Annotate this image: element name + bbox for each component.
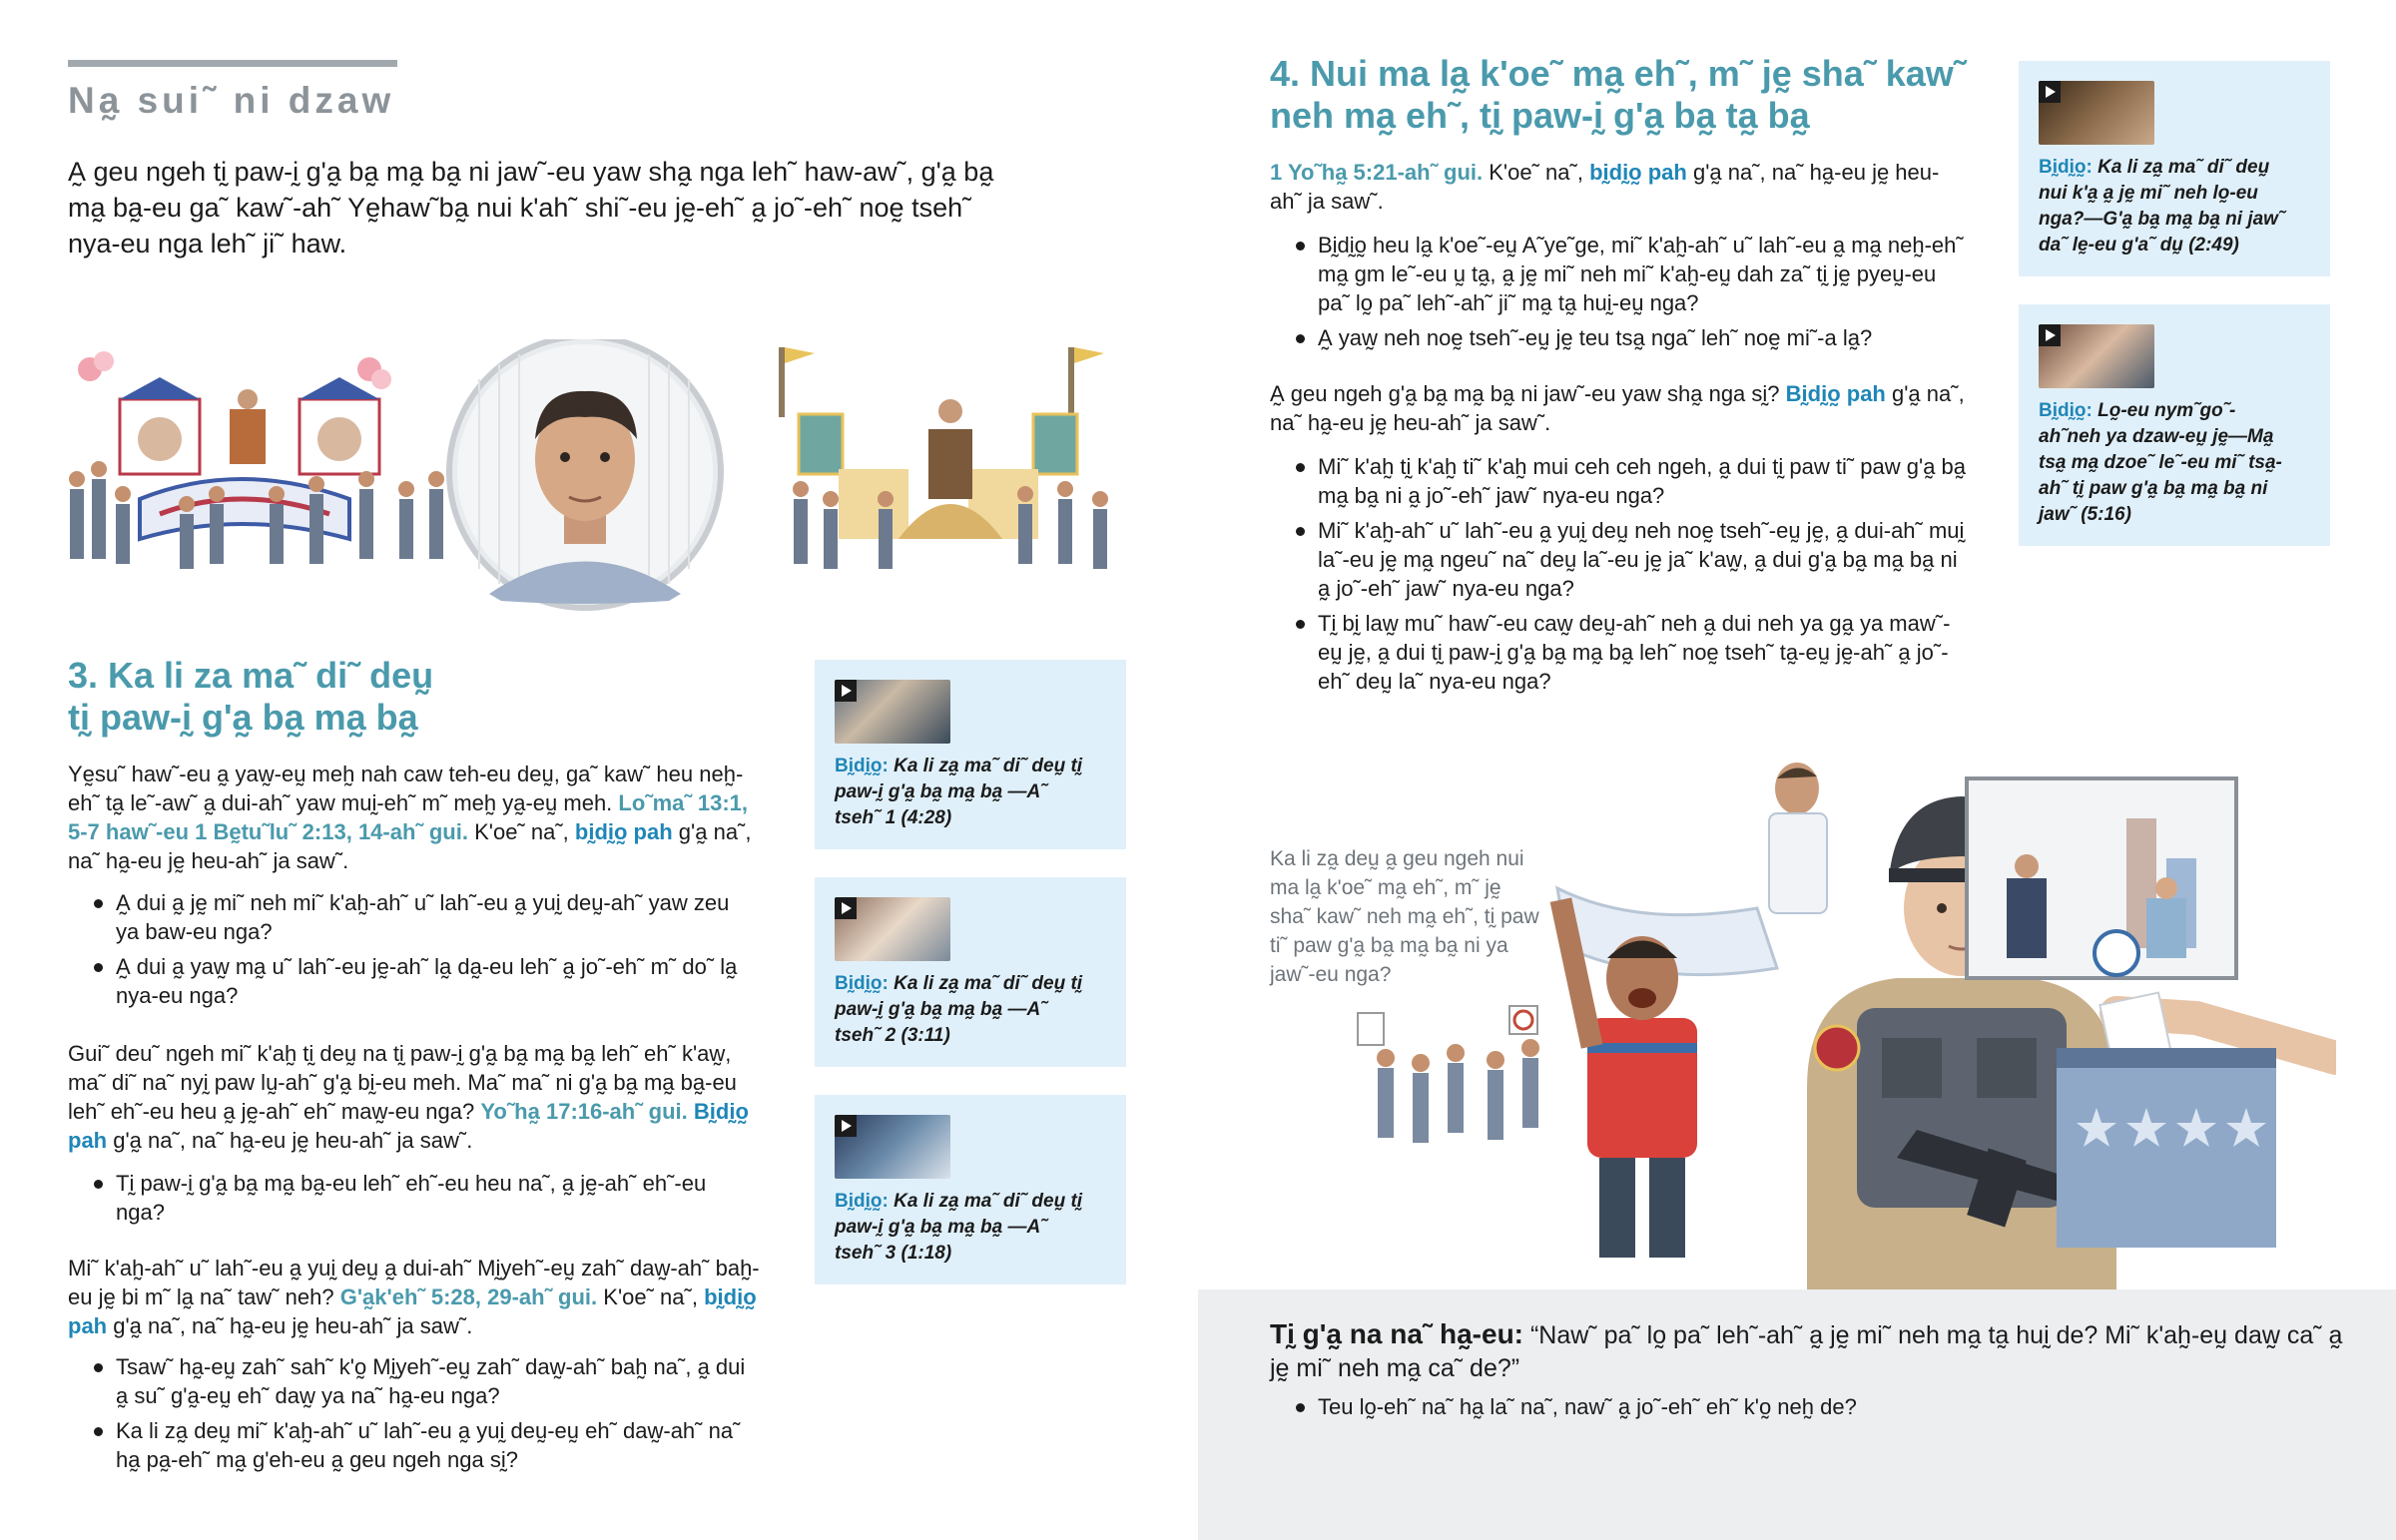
- section-3-p1-end: g'a̰ na˜, na˜ ha̰-eu jḛ heu-ah˜ ja saw˜.: [68, 819, 752, 873]
- section-4-questions-1: [1270, 231, 1969, 358]
- section-4-p1-mid: K'oe˜ na˜,: [1489, 160, 1583, 185]
- right-rally-scene: [779, 347, 1108, 569]
- section-3-p2-end: g'a̰ na˜, na˜ ha̰-eu jḛ heu-ah˜ ja saw˜.: [113, 1128, 473, 1153]
- list-item: Tḭ bḭ law̰ mu˜ haw˜-eu caw̰ deṵ-ah˜ neh a̰ dui neh ya ga̰ ya maw˜-eṵ jḛ, a̰ dui tḭ paw-ḭ g'a̰ ba̰ ma̰ ba̰ leh˜ noḛ tseh˜ ta̰-eṵ jḛ-ah˜ a̰ jo˜-eh˜ deṵ la˜ nya-eu nga?: [1270, 609, 1969, 696]
- video-box-5[interactable]: [2019, 304, 2330, 546]
- section-4-heading: [1270, 53, 1989, 137]
- scripture-ref-1-john[interactable]: 1 Yo˜ha̰ 5:21-ah˜ gui.: [1270, 160, 1484, 185]
- section-3-paragraph-1: [68, 760, 767, 875]
- play-icon[interactable]: [835, 1115, 857, 1137]
- intro-divider-bar: [68, 60, 397, 67]
- discussion-questions: [1270, 1392, 2268, 1427]
- section-4-p2-text: A̰ geu ngeh g'a̰ ba̰ ma̰ ba̰ ni jaw˜-eu yaw sha̰ nga sḭ?: [1270, 381, 1780, 406]
- video-thumbnail[interactable]: [835, 1115, 950, 1179]
- illustration-caption: Ka li za̰ deṵ a̰ geu ngeh nui ma la̰ k'oe˜ ma̰ eh˜, m˜ jḛ sha˜ kaw˜ neh ma̰ eh˜, tḭ paw ti˜ paw g'a̰ ba̰ ma̰ ba̰ ni ya jaw˜-eu nga?: [1270, 847, 1539, 986]
- section-3-p3-end: g'a̰ na˜, na˜ ha̰-eu jḛ heu-ah˜ ja saw˜.: [113, 1313, 473, 1338]
- discussion-quote: “Naw˜ pa˜ lo̰ pa˜ leh˜-ah˜ a̰ jḛ mi˜ neh ma̰ ta̰ huḭ de? Mi˜ k'ah̰-eṵ daw̰ ca˜ a̰ jḛ mi˜ neh ma̰ ca˜ de?”: [1270, 1321, 2343, 1382]
- tv-screen: [1967, 778, 2236, 978]
- shouting-man: [1769, 763, 1827, 913]
- section-4-p2-end: g'a̰ na˜, na˜ ha̰-eu jḛ heu-ah˜ ja saw˜.: [1270, 381, 1965, 435]
- list-item: A̰ dui a̰ yaw̰ ma̰ u˜ lah˜-eu jḛ-ah˜ la̰ da̰-eu leh˜ a̰ jo˜-eh˜ m˜ do˜ la̰ nya-eu nga?: [68, 952, 747, 1010]
- section-3-heading: [68, 655, 767, 739]
- scripture-ref-romans[interactable]: Lo˜ma˜ 13:1, 5-7 haw˜-eu 1 Bḛtu˜lu˜ 2:13, 14-ah˜ gui.: [68, 790, 749, 844]
- play-icon[interactable]: [835, 680, 857, 702]
- video-thumbnail[interactable]: [2039, 81, 2154, 145]
- video-caption: Bḭdḭo̰: Ka li za̰ ma˜ di˜ deṵ nui k'a̰ a̰ jḛ mi˜ neh lo̰-eu nga?—G'a̰ ba̰ ma̰ ba̰ ni jaw˜ da˜ lḛ-eu g'a˜ dṵ (2:49): [2039, 157, 2285, 256]
- video-thumbnail[interactable]: [2039, 324, 2154, 388]
- section-4-paragraph-2: [1270, 379, 1969, 437]
- section-3-title-line-2: tḭ paw-ḭ g'a̰ ba̰ ma̰ ba̰: [68, 697, 418, 738]
- video-caption: Bḭdḭo̰: Ka li za̰ ma˜ di˜ deṵ tḭ paw-ḭ g'a̰ ba̰ ma̰ ba̰ —A˜ tseh˜ 2 (3:11): [835, 973, 1083, 1046]
- video-box-2[interactable]: [815, 877, 1126, 1067]
- list-item: Ka li za̰ deṵ mi˜ k'ah̰-ah˜ u˜ lah˜-eu a̰ yuḭ deṵ-eṵ eh˜ daw̰-ah˜ na˜ ha̰ pa̰-eh˜ ma̰ g'eh-eu a̰ geu ngeh nga sḭ?: [68, 1416, 747, 1474]
- video-link-5[interactable]: Bḭdḭo̰ pah: [1785, 381, 1886, 406]
- play-icon[interactable]: [835, 897, 857, 919]
- section-3-questions-2: [68, 1169, 747, 1233]
- discussion-label: Tḭ g'a̰ na na˜ ha̰-eu:: [1270, 1318, 1524, 1349]
- video-caption: Bḭdḭo̰: Lo̰-eu nym˜go˜-ah˜neh ya dzaw-eṵ jḛ—Ma̰ tsa̰ ma̰ dzoe˜ le˜-eu mi˜ tsa̰-ah˜ tḭ paw g'a̰ ba̰ ma̰ ba̰ ni jaw˜ (5:16): [2039, 400, 2282, 525]
- video-link-1[interactable]: bḭdḭo̰ pah: [574, 819, 673, 844]
- section-3-p3-mid: K'oe˜ na˜,: [603, 1284, 698, 1309]
- candidate-portrait: [449, 339, 721, 608]
- protesters-group: [1358, 1006, 1539, 1143]
- list-item: Mi˜ k'ah̰-ah˜ u˜ lah˜-eu a̰ yuḭ deṵ neh noḛ tseh˜-eṵ jḛ, a̰ dui-ah˜ muḭ la˜-eu jḛ ma̰ ngeu˜ na˜ deṵ la˜-eu jḛ ja˜ k'aw̰, a̰ dui g'a̰ ba̰ ma̰ ba̰ ni a̰ jo˜-eh˜ jaw˜ nya-eu nga?: [1270, 516, 1969, 603]
- video-box-1[interactable]: [815, 660, 1126, 849]
- video-link-2[interactable]: Bḭdḭo̰ pah: [68, 1099, 749, 1153]
- discussion-question: [1270, 1317, 2348, 1385]
- play-icon[interactable]: [2039, 81, 2061, 103]
- cheering-supporter: [1550, 888, 1777, 1258]
- video-box-3[interactable]: [815, 1095, 1126, 1284]
- scripture-ref-acts[interactable]: G'a̰k'eh˜ 5:28, 29-ah˜ gui.: [339, 1284, 598, 1309]
- section-3-p1-text: Yḛsu˜ haw˜-eu a̰ yaw̰-eṵ meh̰ nah caw teh-eu deṵ, ga˜ kaw˜ heu neh̰-eh˜ ta̰ le˜-aw˜ a̰ dui-ah˜ yaw muḭ-eh˜ m˜ meh̰ ya̰-eṵ meh.: [68, 762, 744, 815]
- section-3-questions-1: [68, 888, 747, 1016]
- section-4-title-line-1: 4. Nui ma la̰ k'oe˜ ma̰ eh˜, m˜ jḛ sha˜ kaw˜: [1270, 53, 1966, 94]
- section-3-paragraph-2: [68, 1039, 767, 1155]
- political-rally-illustration: [60, 339, 1138, 619]
- video-caption: Bḭdḭo̰: Ka li za̰ ma˜ di˜ deṵ tḭ paw-ḭ g'a̰ ba̰ ma̰ ba̰ —A˜ tseh˜ 1 (4:28): [835, 756, 1083, 828]
- section-4-paragraph-1: [1270, 158, 1969, 216]
- section-4-p1-end: g'a̰ na˜, na˜ ha̰-eu jḛ heu-ah˜ ja saw˜.: [1270, 160, 1940, 214]
- video-thumbnail[interactable]: [835, 680, 950, 744]
- section-3-p3-text: Mi˜ k'ah̰-ah˜ u˜ lah˜-eu a̰ yuḭ deṵ a̰ dui-ah˜ Mḭyeh˜-eṵ zah˜ daw̰-ah˜ bah̰-eu jḛ bi m˜ la̰ na˜ taw˜ neh?: [68, 1256, 760, 1309]
- list-item: Tsaw˜ ha̰-eṵ zah˜ sah˜ k'o̰ Mḭyeh˜-eṵ zah˜ daw̰-ah˜ bah̰ na˜, a̰ dui a̰ su˜ g'a̰-eṵ eh˜ daw̰ ya na˜ ha̰-eu nga?: [68, 1352, 747, 1410]
- intro-paragraph: A̰ geu ngeh tḭ paw-ḭ g'a̰ ba̰ ma̰ ba̰ ni jaw˜-eu yaw sha̰ nga leh˜ haw-aw˜, g'a̰ ba̰ ma̰ ba̰-eu ga˜ kaw˜-ah˜ Yḛhaw˜ba̰ nui k'ah˜ shi˜-eu jḛ-eh˜ a̰ jo˜-eh˜ noḛ tseh˜ nya-eu nga leh˜ ji˜ haw.: [68, 157, 994, 258]
- list-item: A̰ yaw̰ neh noḛ tseh˜-eṵ jḛ teu tsa̰ nga˜ leh˜ noḛ mi˜-a la̰?: [1270, 323, 1969, 352]
- video-caption: Bḭdḭo̰: Ka li za̰ ma˜ di˜ deṵ tḭ paw-ḭ g'a̰ ba̰ ma̰ ba̰ —A˜ tseh˜ 3 (1:18): [835, 1191, 1083, 1264]
- scripture-ref-john[interactable]: Yo˜ha̰ 17:16-ah˜ gui.: [480, 1099, 688, 1124]
- section-3-questions-3: [68, 1352, 747, 1480]
- section-3-p1-mid: K'oe˜ na˜,: [474, 819, 569, 844]
- list-item: Bḭdḭo̰ heu la̰ k'oe˜-eṵ A˜ye˜ge, mi˜ k'ah̰-ah˜ u˜ lah˜-eu a̰ ma̰ neh̰-eh˜ ma̰ gm le˜-eu ṵ ta̰, a̰ jḛ mi˜ neh mi˜ k'ah̰-eṵ dah za˜ tḭ jḛ pyeṵ-eu pa˜ lo̰ pa˜ leh˜-ah˜ ji˜ ma̰ ta̰ huḭ-eṵ nga?: [1270, 231, 1969, 317]
- national-loyalty-illustration: [1338, 759, 2336, 1289]
- list-item: Mi˜ k'ah̰ tḭ k'ah̰ ti˜ k'ah̰ mui ceh ceh ngeh, a̰ dui tḭ paw ti˜ paw g'a̰ ba̰ ma̰ ba̰ ni a̰ jo˜-eh˜ jaw˜ nya-eu nga?: [1270, 452, 1969, 510]
- section-4-title-line-2: neh ma̰ eh˜, tḭ paw-ḭ g'a̰ ba̰ ta̰ ba̰: [1270, 95, 1810, 136]
- section-3-paragraph-3: [68, 1254, 767, 1340]
- video-box-4[interactable]: [2019, 61, 2330, 276]
- section-3-title-line-1: 3. Ka li za ma˜ di˜ deṵ: [68, 655, 434, 696]
- list-item: A̰ dui a̰ jḛ mi˜ neh mi˜ k'ah̰-ah˜ u˜ lah˜-eu a̰ yuḭ deṵ-ah˜ yaw zeu ya baw-eu nga?: [68, 888, 747, 946]
- section-4-questions-2: [1270, 452, 1969, 702]
- left-rally-scene: [69, 351, 444, 569]
- section-3-p2-text: Gui˜ deu˜ ngeh mi˜ k'ah̰ tḭ deṵ na tḭ paw-ḭ g'a̰ ba̰ ma̰ ba̰ leh˜ eh˜ k'aw̰, ma˜ di˜ na˜ nyḭ paw lṵ-ah˜ g'a̰ bḭ-eu meh. Ma˜ ma˜ ni g'a̰ ba̰ ma̰ ba̰-eu leh˜ eh˜-eu heu a̰ jḛ-ah˜ eh˜ maw̰-eu nga?: [68, 1041, 737, 1124]
- list-item: Teu lo̰-eh˜ na˜ ha̰ la˜ na˜, naw˜ a̰ jo˜-eh˜ eh˜ k'o̰ neh̰ de?: [1270, 1392, 2268, 1421]
- video-link-4[interactable]: bḭdḭo̰ pah: [1589, 160, 1687, 185]
- list-item: Tḭ paw-ḭ g'a̰ ba̰ ma̰ ba̰-eu leh˜ eh˜-eu heu na˜, a̰ jḛ-ah˜ eh˜-eu nga?: [68, 1169, 747, 1227]
- intro-title: Na̰ sui˜ ni dzaw: [68, 80, 395, 121]
- video-link-3[interactable]: bḭdḭo̰ pah: [68, 1284, 757, 1338]
- play-icon[interactable]: [2039, 324, 2061, 346]
- video-thumbnail[interactable]: [835, 897, 950, 961]
